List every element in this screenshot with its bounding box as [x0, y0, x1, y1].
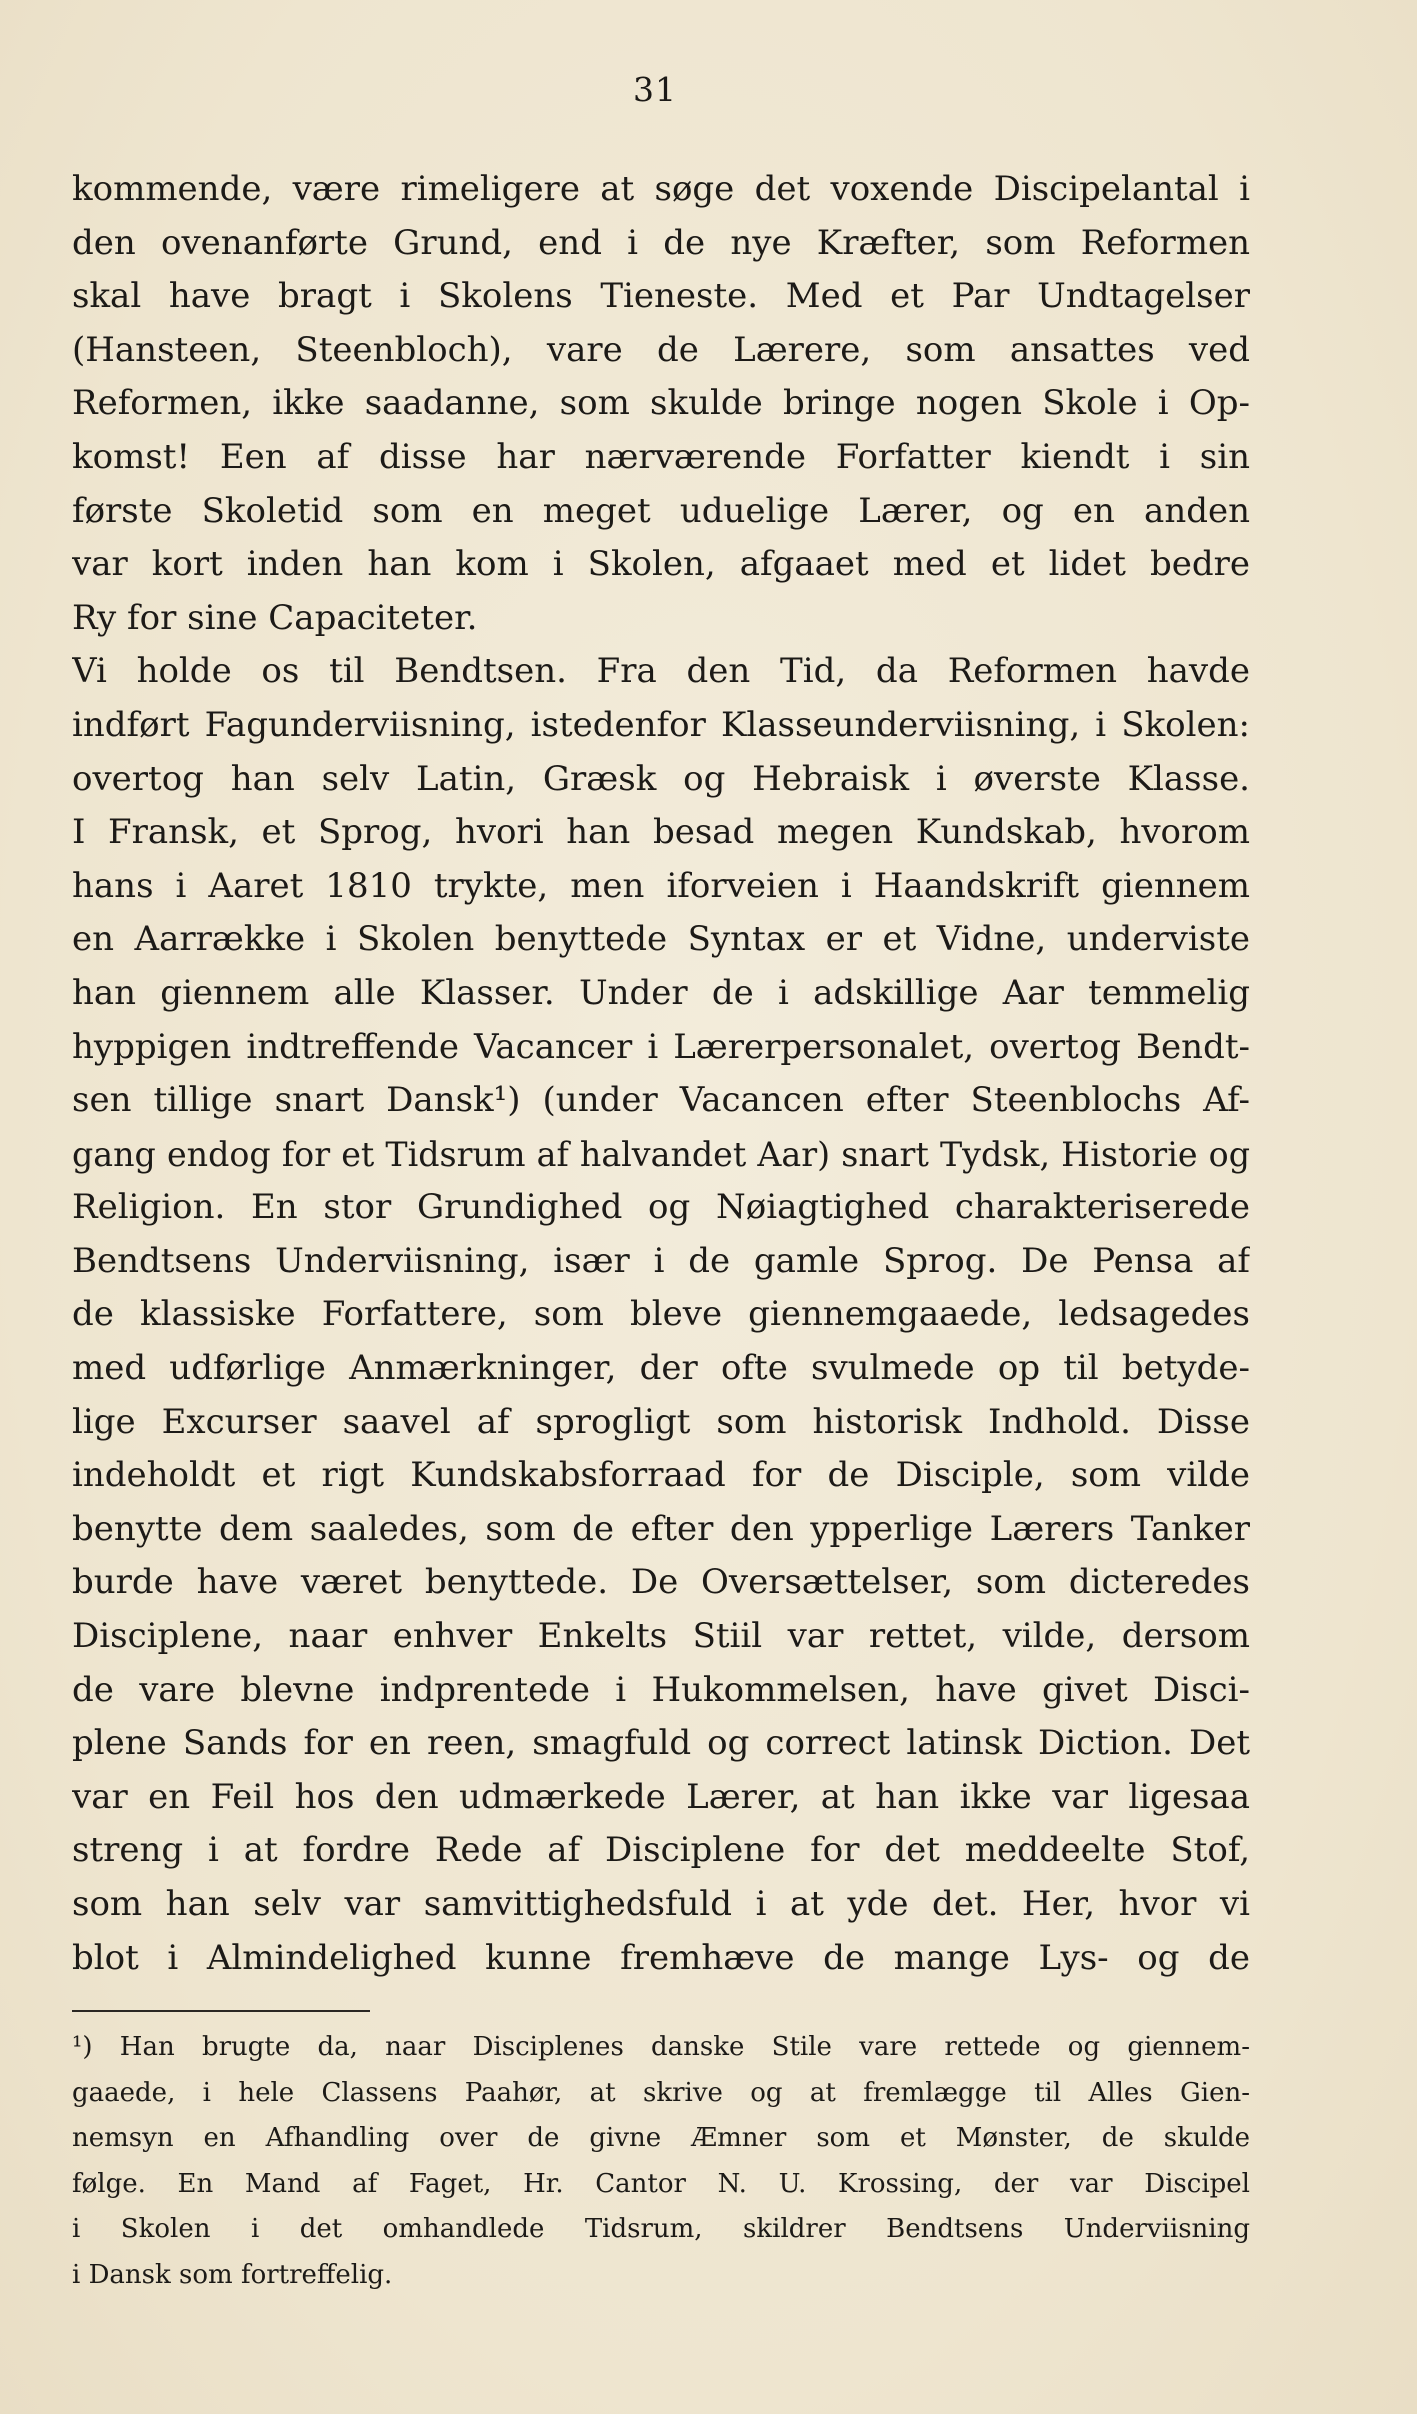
text-line: sen tillige snart Dansk¹) (under Vacancen efter Steenblochs Af- [72, 1080, 1250, 1121]
footnote-line: gaaede, i hele Classens Paahør, at skrive og at fremlægge til Alles Gien- [72, 2077, 1250, 2108]
text-line: Disciplene, naar enhver Enkelts Stiil var rettet, vilde, dersom [72, 1616, 1250, 1657]
text-line: benytte dem saaledes, som de efter den ypperlige Lærers Tanker [72, 1508, 1250, 1549]
text-line: lige Excurser saavel af sprogligt som historisk Indhold. Disse [72, 1401, 1250, 1442]
text-line: Reformen, ikke saadanne, som skulde bringe nogen Skole i Op- [72, 383, 1250, 424]
text-line: som han selv var samvittighedsfuld i at yde det. Her, hvor vi [72, 1884, 1250, 1924]
footnotes [72, 2025, 1250, 2298]
text-line: I Fransk, et Sprog, hvori han besad megen Kundskab, hvorom [72, 812, 1250, 853]
body-text [72, 163, 1250, 1985]
text-line: gang endog for et Tidsrum af halvandet Aar) snart Tydsk, Historie og [72, 1134, 1250, 1174]
text-line: han giennem alle Klasser. Under de i adskillige Aar temmelig [72, 972, 1250, 1013]
footnote-line: ¹) Han brugte da, naar Disciplenes danske Stile vare rettede og giennem- [72, 2032, 1250, 2062]
text-line: Vi holde os til Bendtsen. Fra den Tid, da Reformen havde [72, 651, 1250, 692]
text-line: Religion. En stor Grundighed og Nøiagtighed charakteriserede [72, 1187, 1250, 1228]
text-line: var en Feil hos den udmærkede Lærer, at han ikke var ligesaa [72, 1776, 1250, 1817]
page-number: 31 [633, 70, 677, 109]
text-line: indført Fagunderviisning, istedenfor Klasseunderviisning, i Skolen: [72, 704, 1250, 745]
text-line: blot i Almindelighed kunne fremhæve de mange Lys- og de [72, 1937, 1250, 1978]
text-line: (Hansteen, Steenbloch), vare de Lærere, som ansattes ved [72, 329, 1250, 370]
text-line: komst! Een af disse har nærværende Forfatter kiendt i sin [72, 436, 1250, 477]
text-line: Bendtsens Underviisning, især i de gamle Sprog. De Pensa af [72, 1240, 1250, 1281]
text-line: skal have bragt i Skolens Tieneste. Med et Par Undtagelser [72, 276, 1250, 317]
text-line: de vare blevne indprentede i Hukommelsen, have givet Disci- [72, 1669, 1250, 1710]
footnote-line: i Dansk som fortreffelig. [72, 2259, 393, 2290]
text-line: de klassiske Forfattere, som bleve giennemgaaede, ledsagedes [72, 1294, 1250, 1335]
text-line: overtog han selv Latin, Græsk og Hebraisk i øverste Klasse. [72, 758, 1250, 799]
text-line: burde have været benyttede. De Oversættelser, som dicteredes [72, 1562, 1250, 1603]
text-line: kommende, være rimeligere at søge det voxende Discipelantal i [72, 169, 1250, 209]
text-line: den ovenanførte Grund, end i de nye Kræfter, som Reformen [72, 222, 1250, 263]
text-line: streng i at fordre Rede af Disciplene for det meddeelte Stof, [72, 1830, 1250, 1871]
text-line: indeholdt et rigt Kundskabsforraad for de Disciple, som vilde [72, 1455, 1250, 1496]
text-line: med udførlige Anmærkninger, der ofte svulmede op til betyde- [72, 1348, 1250, 1389]
text-line: hyppigen indtreffende Vacancer i Lærerpersonalet, overtog Bendt- [72, 1026, 1250, 1067]
text-line: en Aarrække i Skolen benyttede Syntax er et Vidne, underviste [72, 919, 1250, 960]
footnote-line: følge. En Mand af Faget, Hr. Cantor N. U. Krossing, der var Discipel [72, 2168, 1250, 2199]
text-line: hans i Aaret 1810 trykte, men iforveien i Haandskrift giennem [72, 865, 1250, 906]
text-line: var kort inden han kom i Skolen, afgaaet med et lidet bedre [72, 544, 1250, 585]
footnote-line: nemsyn en Afhandling over de givne Æmner som et Mønster, de skulde [72, 2123, 1250, 2153]
text-line: første Skoletid som en meget uduelige Lærer, og en anden [72, 490, 1250, 531]
footnote-line: i Skolen i det omhandlede Tidsrum, skildrer Bendtsens Underviisning [72, 2214, 1250, 2244]
footnote-separator [72, 2010, 370, 2012]
text-line: plene Sands for en reen, smagfuld og correct latinsk Diction. Det [72, 1723, 1250, 1764]
text-line: Ry for sine Capaciteter. [72, 597, 478, 638]
